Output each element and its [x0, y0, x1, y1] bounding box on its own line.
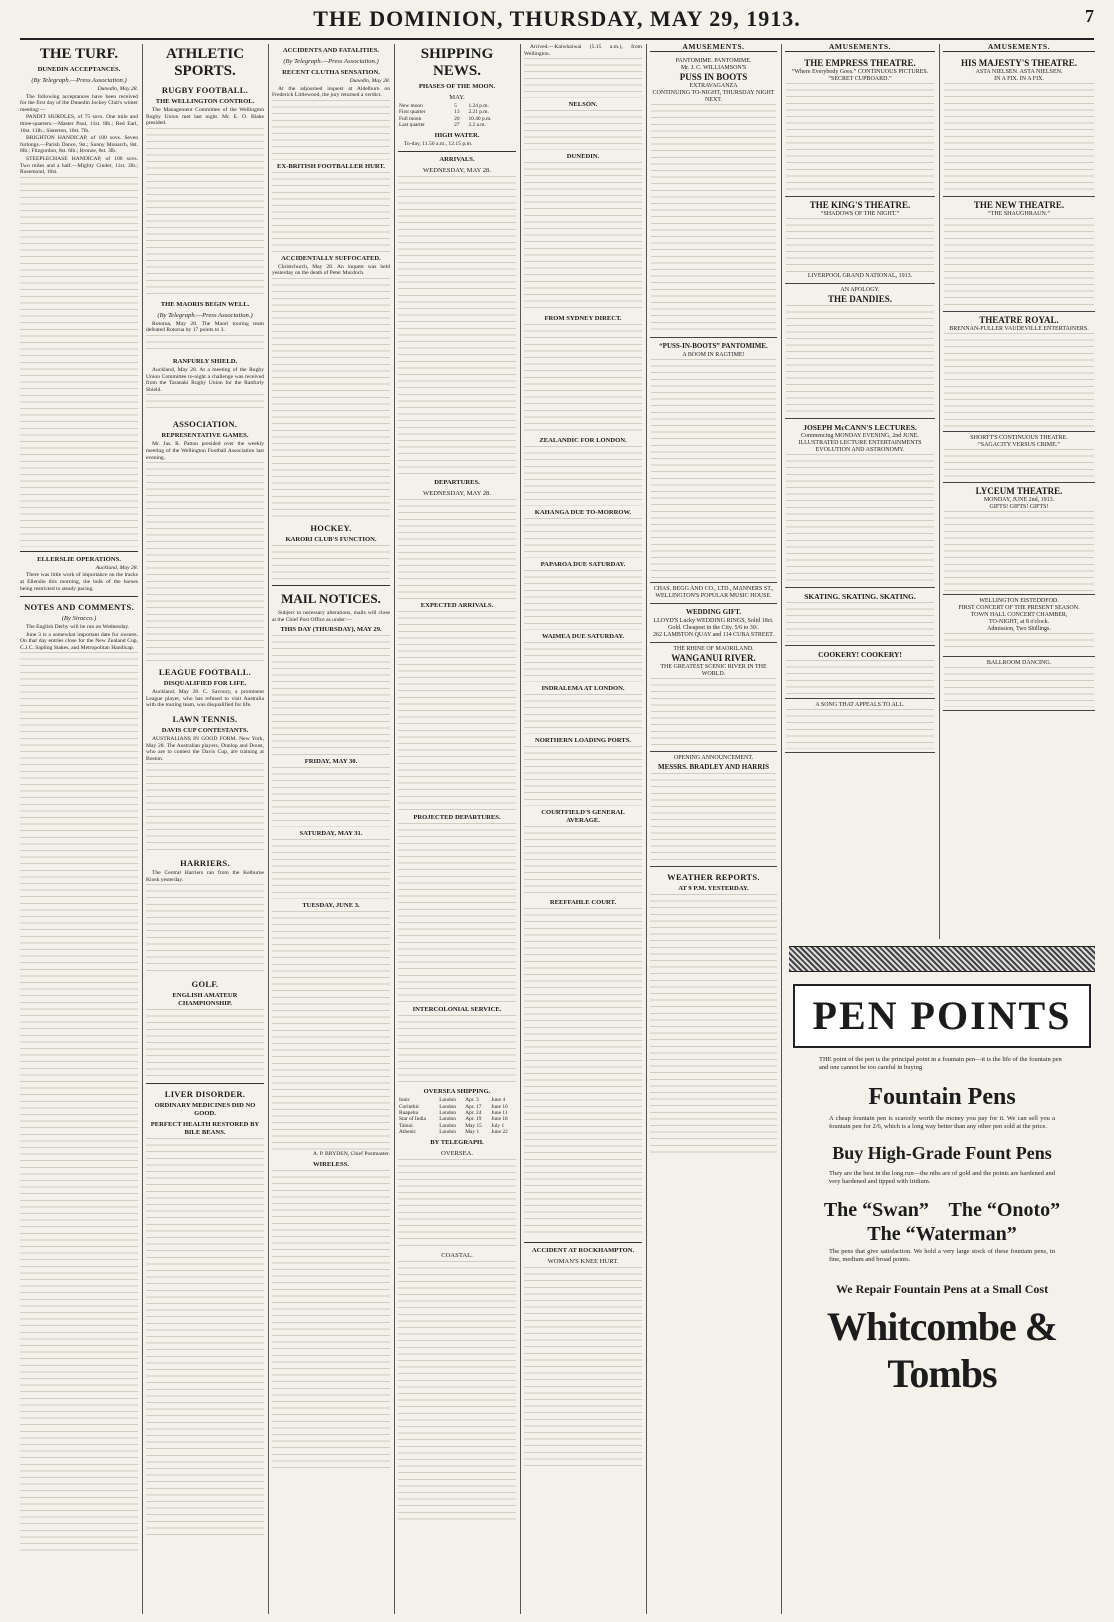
subheading: LAWN TENNIS. — [172, 713, 238, 724]
ad-line: ASTA NIELSEN. ASTA NIELSEN. — [975, 68, 1063, 75]
subheading: NELSON. — [568, 101, 598, 109]
amusements-header: AMUSEMENTS. — [785, 44, 935, 52]
ad-ragtime — [650, 338, 777, 583]
ad-line: “SHADOWS OF THE NIGHT.” — [820, 210, 900, 217]
ad-line: “THE SHAUGHRAUN.” — [988, 210, 1050, 217]
ad-body-text — [944, 218, 1094, 308]
ad-line: PANTOMIME. PANTOMIME. — [675, 57, 752, 64]
ad-new-theatre — [943, 197, 1095, 312]
ad-song — [785, 699, 935, 753]
ad-line: WELLINGTON EISTEDDFOD. — [979, 597, 1059, 604]
subheading: WOMAN'S KNEE HURT. — [547, 1258, 619, 1266]
pen-brand-swan: The “Swan” — [823, 1199, 929, 1221]
subheading: TUESDAY, JUNE 3. — [302, 902, 360, 910]
subheading: OVERSEA SHIPPING. — [423, 1088, 491, 1096]
ad-cookery — [785, 646, 935, 699]
ad-chas-begg — [650, 583, 777, 604]
ad-headline: THEATRE ROYAL. — [979, 314, 1059, 325]
article-paragraph: The Central Harriers ran from the Kelburne Kiosk yesterday. — [146, 870, 264, 883]
table-cell: London — [439, 1116, 456, 1123]
ad-line: “SAGACITY VERSUS CRIME.” — [978, 441, 1060, 448]
ad-line: Admission, Two Shillings. — [987, 625, 1051, 632]
subheading: BY TELEGRAPH. — [430, 1138, 484, 1146]
body-text-block — [272, 839, 390, 899]
ad-body-text — [786, 602, 934, 642]
ad-headline: THE DANDIES. — [827, 293, 892, 304]
subheading: ASSOCIATION. — [172, 419, 238, 430]
subheading: HIGH WATER. — [434, 131, 480, 139]
ad-headline: PUSS IN BOOTS — [679, 71, 748, 82]
ad-line: MONDAY, JUNE 2nd, 1913. — [983, 496, 1055, 503]
ad-apology — [785, 284, 935, 419]
ad-repair-line: We Repair Fountain Pens at a Small Cost — [835, 1282, 1049, 1296]
ad-line: FIRST CONCERT OF THE PRESENT SEASON. — [958, 604, 1080, 611]
ad-theatre-royal — [943, 312, 1095, 432]
subheading: INTERCOLONIAL SERVICE. — [412, 1006, 502, 1014]
ad-body-text — [944, 333, 1094, 428]
article-paragraph: The following acceptances have been received for the first day of the Dunedin Jockey Club's winter meeting:— — [20, 93, 138, 113]
ad-line: GIFTS! GIFTS! GIFTS! — [989, 503, 1049, 510]
ad-body-text: The pens that give satisfaction. We hold a very large stock of these fountain pens, in fine, medium and broad points. — [829, 1248, 1055, 1263]
subheading: AT 9 P.M. YESTERDAY. — [678, 884, 749, 892]
subheading: REEFFAHLE COURT. — [549, 899, 617, 907]
table-cell: 20 — [454, 115, 460, 122]
column-amusements-2 — [785, 44, 940, 939]
subheading: PAPAROA DUE SATURDAY. — [540, 561, 626, 569]
table-cell: 27 — [454, 122, 460, 129]
table-cell: June 11 — [491, 1110, 508, 1117]
ad-shortts — [943, 432, 1095, 483]
article-paragraph: June 3 is a somewhat important date for owners. On that day entries close for the New Zealand Cup, C.J.C. Sapling Stakes, and Metropolitan Handicap. — [20, 631, 138, 651]
ad-body-text — [651, 678, 776, 748]
ad-line: OPENING ANNOUNCEMENT. — [673, 754, 754, 761]
subheading: HOCKEY. — [310, 522, 352, 533]
article-paragraph: There was little work of importance on the tracks at Ellerslie this morning, the bulk of the horses being restricted to steady pacing. — [20, 572, 138, 592]
subheading: GOLF. — [191, 979, 219, 990]
ad-headline: LYCEUM THEATRE. — [975, 485, 1063, 496]
column-amusements-1 — [650, 44, 782, 1614]
subheading: FRIDAY, MAY 30. — [304, 758, 358, 766]
section-title-shipping: SHIPPING NEWS. — [420, 46, 494, 79]
table-cell: Star of India — [399, 1116, 426, 1123]
body-text-block — [398, 1159, 516, 1249]
subheading: NORTHERN LOADING PORTS. — [534, 737, 632, 745]
ad-lyceum — [943, 483, 1095, 595]
table-cell: 2.2 a.m. — [468, 122, 486, 129]
ad-his-majestys — [943, 55, 1095, 197]
column-athletic-sports — [146, 44, 269, 1614]
subheading: PROJECTED DEPARTURES. — [413, 814, 501, 822]
subheading: ENGLISH AMATEUR CHAMPIONSHIP. — [172, 992, 238, 1008]
ad-heading-fountain-pens: Fountain Pens — [868, 1084, 1016, 1110]
ad-line: TO-NIGHT, at 8 o'clock. — [988, 618, 1049, 625]
table-cell: May 15 — [465, 1122, 482, 1129]
ad-line: SHORTT'S CONTINUOUS THEATRE. — [970, 434, 1068, 441]
column-shipping — [398, 44, 521, 1614]
subheading: ARRIVALS. — [439, 156, 475, 164]
ad-headline: WANGANUI RIVER. — [671, 652, 756, 663]
table-cell: First quarter — [399, 109, 426, 116]
table-cell: Athenic — [399, 1129, 417, 1136]
subheading: THE WELLINGTON CONTROL. — [155, 98, 255, 105]
body-text-block — [524, 1267, 642, 1467]
ad-kings-theatre — [785, 197, 935, 284]
table-cell: Tainui — [399, 1122, 413, 1129]
subheading: WEDNESDAY, MAY 28. — [422, 490, 492, 498]
body-text-block — [524, 570, 642, 630]
article-paragraph: The English Derby will be run on Wednesday. — [26, 624, 130, 631]
table-cell: London — [439, 1129, 456, 1136]
ad-headline: HIS MAJESTY'S THEATRE. — [961, 57, 1077, 68]
ad-headline-pen-points: PEN POINTS — [793, 984, 1091, 1048]
subheading: ZEALANDIC FOR LONDON. — [539, 437, 627, 445]
subheading: THE MAORIS BEGIN WELL. — [160, 300, 250, 308]
ad-body-text — [944, 511, 1094, 591]
masthead — [20, 4, 1094, 40]
article-paragraph: STEEPLECHASE HANDICAP, of 100 sovs. Two miles and a half.—Mighty Cinder, 11st. 3lb.; Rusemond, 10st. — [20, 155, 138, 176]
body-text-block — [146, 884, 264, 974]
subheading: INDRALEMA AT LONDON. — [541, 685, 625, 693]
table-cell: 5 — [454, 103, 457, 109]
subheading: WIRELESS. — [312, 1160, 350, 1168]
ad-body-text: They are the best in the long run—the nibs are of gold and the points are hardened and very hardened and tipped with iridium. — [829, 1170, 1055, 1185]
ad-eisteddfod — [943, 595, 1095, 657]
ad-body-text — [786, 83, 934, 193]
subheading: KARORI CLUB'S FUNCTION. — [285, 535, 377, 543]
article-paragraph: Rotorua, May 28. The Maori touring team defeated Rotorua by 17 points to 3. — [146, 320, 264, 334]
ad-mccann-lectures — [785, 419, 935, 588]
ad-headline: THE NEW THEATRE. — [973, 199, 1065, 210]
body-text-block — [20, 652, 138, 1552]
body-text-block — [272, 767, 390, 827]
ad-line: “Where Everybody Goes.” CONTINUOUS PICTURES. — [791, 68, 929, 75]
ad-line: CHAS. BEGG AND CO., LTD., MANNERS ST., WELLINGTON'S POPULAR MUSIC HOUSE. — [653, 585, 774, 599]
body-text-block — [524, 518, 642, 558]
column-accidents-mail — [272, 44, 395, 1614]
subheading: RUGBY FOOTBALL. — [161, 85, 249, 95]
ad-body-text — [944, 667, 1094, 707]
section-title-athletic: ATHLETIC SPORTS. — [165, 46, 245, 79]
table-cell: 10.40 p.m. — [468, 115, 492, 122]
ad-headline: COOKERY! COOKERY! — [818, 649, 902, 659]
byline: (By Telegraph.—Press Association.) — [31, 77, 127, 84]
byline: (By Telegraph.—Press Association.) — [283, 58, 379, 65]
table-cell: July 1 — [491, 1122, 505, 1129]
pen-brand-list — [789, 1198, 1095, 1246]
ad-empress-theatre — [785, 55, 935, 197]
dateline: Dunedin, May 28. — [349, 78, 390, 84]
table-cell: June 22 — [491, 1129, 508, 1136]
subheading: OVERSEA. — [440, 1149, 474, 1157]
table-cell: Apr. 3 — [465, 1097, 479, 1104]
subheading: COURTFIELD'S GENERAL AVERAGE. — [541, 809, 625, 825]
subheading: DUNEDIN ACCEPTANCES. — [37, 66, 121, 73]
body-text-block — [272, 635, 390, 755]
article-paragraph: The Management Committee of the Wellington Rugby Union met last night. Mr. E. O. Blake presided. — [146, 107, 264, 127]
subheading: KAHANGA DUE TO-MORROW. — [534, 509, 632, 517]
ad-line: CONTINUING TO-NIGHT, THURSDAY NIGHT NEXT. — [652, 89, 775, 103]
ad-line: A BOOM IN RAGTIME! — [682, 351, 745, 358]
ad-ballroom-dancing — [943, 657, 1095, 711]
moon-phase-table — [398, 103, 516, 129]
body-text-block — [524, 110, 642, 150]
ad-body-text: A cheap fountain pen is scarcely worth the money you pay for it. We can sell you a fountain pen for 2/6, which is a long way better than any other pen sold at the price. — [829, 1115, 1055, 1130]
ad-firm-name: Whitcombe & Tombs — [826, 1304, 1058, 1396]
subheading: ORDINARY MEDICINES DID NO GOOD. — [154, 1102, 256, 1118]
table-cell: Apr. 17 — [465, 1103, 482, 1110]
body-text-block — [524, 162, 642, 312]
ad-body-text — [651, 104, 776, 334]
subheading: WAIMEA DUE SATURDAY. — [541, 633, 624, 641]
article-paragraph: Arrived.—Kaiwhaiwai (5.15 a.m.), from Wellington. — [524, 44, 642, 57]
article-paragraph: PANDIT HURDLES, of 75 sovs. One mile and three-quarters.—Master Paul, 11st. 8lb.; Red Earl, 10st. 11lb.; Sisterton, 10st. 7lb. — [20, 114, 138, 134]
byline: (By Telegraph.—Press Association.) — [157, 311, 253, 319]
article-paragraph: Christchurch, May 28. An inquest was held yesterday on the death of Peter Murdoch. — [272, 263, 390, 277]
article-paragraph: Mr. Jas. R. Patton presided over the weekly meeting of the Wellington Football Association last evening. — [146, 441, 264, 461]
subheading: COASTAL. — [441, 1251, 473, 1259]
ad-headline: WEDDING GIFT. — [685, 607, 742, 616]
body-text-block — [524, 446, 642, 506]
ad-line: ILLUSTRATED LECTURE ENTERTAINMENTS — [798, 439, 922, 446]
ad-line: BALLROOM DANCING. — [986, 659, 1052, 666]
body-text-block — [524, 746, 642, 806]
ad-body-text — [786, 218, 934, 273]
column-shipping-continued — [524, 44, 647, 1614]
column-turf — [20, 44, 143, 1614]
section-title-turf: THE TURF. — [39, 46, 119, 62]
ad-body-text — [944, 449, 1094, 479]
subheading: NOTES AND COMMENTS. — [24, 602, 134, 613]
article-paragraph: Subject to necessary alterations, mails will close at the Chief Post Office as under:— — [272, 609, 390, 623]
body-text-block — [272, 911, 390, 1151]
body-text-block — [146, 1009, 264, 1079]
table-cell: 13 — [454, 109, 460, 116]
subheading: DISQUALIFIED FOR LIFE. — [163, 680, 247, 688]
body-text-block — [146, 394, 264, 414]
body-text-block — [272, 545, 390, 581]
page-number: 7 — [1085, 6, 1094, 26]
ad-line: AN APOLOGY. — [840, 286, 880, 293]
ad-line: THE GREATEST SCENIC RIVER IN THE WORLD. — [660, 663, 767, 677]
subheading: EX-BRITISH FOOTBALLER HURT. — [277, 162, 385, 170]
ad-headline: MESSRS. BRADLEY AND HARRIS — [658, 762, 769, 771]
signature: A. P. BRYDEN, Chief Postmaster. — [312, 1151, 390, 1158]
ad-body-text — [651, 359, 776, 579]
table-cell: Last quarter — [399, 122, 425, 129]
body-text-block — [146, 128, 264, 298]
body-text-block — [20, 177, 138, 547]
body-text-block — [272, 1170, 390, 1470]
amusements-header: AMUSEMENTS. — [650, 44, 777, 52]
body-text-block — [398, 1015, 516, 1085]
ad-opening-announcement — [650, 752, 777, 867]
table-cell: June 18 — [491, 1116, 508, 1123]
amusements-header: AMUSEMENTS. — [943, 44, 1095, 52]
ad-line: A SONG THAT APPEALS TO ALL. — [815, 701, 905, 708]
table-cell: London — [439, 1110, 456, 1117]
table-cell: Corinthic — [399, 1103, 420, 1110]
table-cell: Ruapehu — [399, 1110, 419, 1117]
ad-line: 262 LAMBTON QUAY and 114 CUBA STREET. — [653, 631, 774, 638]
body-text-block — [146, 1138, 264, 1538]
subheading: LIVER DISORDER. — [164, 1089, 246, 1100]
body-text-block — [524, 908, 642, 1238]
ad-headline: JOSEPH McCANN'S LECTURES. — [803, 422, 917, 432]
ad-skating — [785, 588, 935, 646]
ad-body-text — [944, 633, 1094, 653]
table-cell: Ionic — [399, 1097, 411, 1104]
ad-headline: “PUSS-IN-BOOTS” PANTOMIME. — [659, 341, 768, 350]
body-text-block — [146, 462, 264, 662]
pen-brand-onoto: The “Onoto” — [948, 1199, 1061, 1221]
table-cell: Apr. 24 — [465, 1110, 482, 1117]
newspaper-title: THE DOMINION, THURSDAY, MAY 29, 1913. — [313, 6, 801, 31]
subheading: ACCIDENTALLY SUFFOCATED. — [281, 254, 381, 262]
subheading: DAVIS CUP CONTESTANTS. — [161, 726, 249, 734]
ad-pen-points — [789, 946, 1095, 1614]
subheading: REPRESENTATIVE GAMES. — [161, 432, 249, 440]
ad-body-text — [651, 773, 776, 863]
oversea-shipping-table — [398, 1097, 516, 1135]
body-text-block — [524, 694, 642, 734]
body-text-block — [398, 611, 516, 811]
subheading: EXPECTED ARRIVALS. — [420, 602, 494, 610]
ad-line: THE RHINE OF MAORILAND. — [673, 645, 754, 652]
body-text-block — [146, 763, 264, 853]
table-cell: London — [439, 1097, 456, 1104]
subheading: THIS DAY (THURSDAY), MAY 29. — [280, 626, 382, 634]
body-text-block — [272, 278, 390, 518]
table-cell: June 10 — [491, 1103, 508, 1110]
subheading: PERFECT HEALTH RESTORED BY BILE BEANS. — [150, 1121, 260, 1137]
body-text-block — [146, 335, 264, 355]
article-paragraph: AUSTRALIANS IN GOOD FORM. New York, May 28. The Australian players, Dunlop and Doust, who are to contest the Davis Cup, are training at Boston. — [146, 735, 264, 762]
table-cell: 2.21 p.m. — [468, 109, 489, 116]
ad-body-text — [786, 660, 934, 695]
body-text-block — [272, 100, 390, 160]
ad-heading-high-grade: Buy High-Grade Fount Pens — [832, 1143, 1052, 1163]
ad-headline: THE KING'S THEATRE. — [809, 199, 911, 210]
subheading: DUNEDIN. — [566, 153, 600, 161]
body-text-block — [524, 324, 642, 434]
subheading: WEDNESDAY, MAY 28. — [422, 167, 492, 175]
table-cell: Full moon — [399, 115, 422, 122]
pen-brand-waterman: The “Waterman” — [867, 1223, 1017, 1245]
table-cell: June 4 — [491, 1097, 506, 1104]
subheading: LEAGUE FOOTBALL. — [158, 667, 252, 678]
ad-body-text — [786, 305, 934, 415]
dateline: Auckland, May 28. — [95, 564, 138, 571]
ad-line: EXTRAVAGANZA — [689, 82, 738, 89]
table-cell: Apr. 19 — [465, 1116, 482, 1123]
ad-line: LIVERPOOL GRAND NATIONAL, 1913. — [807, 272, 913, 279]
ad-line: BRENNAN-FULLER VAUDEVILLE ENTERTAINERS. — [949, 325, 1089, 332]
section-title-accidents: ACCIDENTS AND FATALITIES. — [282, 47, 380, 54]
section-title-mail: MAIL NOTICES. — [281, 590, 381, 606]
article-paragraph: Auckland, May 28. C. Savoury, a prominent League player, who has refused to visit Australia with the touring team, was disqualified for life. — [146, 689, 264, 709]
column-amusements-3 — [943, 44, 1095, 939]
article-paragraph: BRIGHTON HANDICAP, of 100 sovs. Seven furlongs.—Parish Dance, 9st.; Sunny Monarch, 8st. 8lb.; Fitzgordon, 8st. 6lb.; Bronze, 8st. 3lb. — [20, 135, 138, 155]
subheading: RANFURLY SHIELD. — [172, 357, 238, 365]
body-text-block — [524, 58, 642, 98]
article-paragraph: At the adjourned inquest at Aldelburn on Frederick Littlewood, the jury returned a verdict. — [272, 85, 390, 99]
decorative-stripe — [789, 946, 1095, 972]
body-text-block — [398, 1261, 516, 1521]
subheading: ACCIDENT AT ROCKHAMPTON. — [531, 1247, 635, 1255]
byline: (By Sirocco.) — [61, 615, 97, 623]
ad-line: IN A FIX. IN A FIX. — [994, 75, 1044, 82]
body-text-block — [272, 172, 390, 252]
subheading: HARRIERS. — [180, 858, 230, 869]
table-row — [398, 122, 516, 128]
body-text-block — [398, 499, 516, 599]
weather-reports-text — [650, 894, 777, 1154]
ad-line: LLOYD'S Lucky WEDDING RINGS, Solid 18ct. Gold. Cheapest in the City. 5/6 to 30/. — [653, 617, 774, 631]
ad-lead-text: THE point of the pen is the principal point in a fountain pen—it is the life of the fountain pen and one cannot be too careful in buying — [819, 1056, 1062, 1071]
subheading: RECENT CLUTHA SENSATION. — [282, 69, 380, 76]
ad-wanganui-river — [650, 643, 777, 752]
ad-pantomime — [650, 55, 777, 338]
article-paragraph: To-day, 11.50 a.m., 12.15 p.m. — [404, 140, 473, 147]
subheading: SATURDAY, MAY 31. — [299, 830, 363, 838]
subheading: WEATHER REPORTS. — [667, 871, 760, 882]
table-cell: London — [439, 1122, 456, 1129]
subheading: MAY. — [449, 94, 465, 101]
subheading: PHASES OF THE MOON. — [418, 83, 496, 90]
table-row — [398, 1129, 516, 1135]
ad-line: Commencing MONDAY EVENING, 2nd JUNE. — [801, 432, 919, 439]
subheading: DEPARTURES. — [434, 479, 480, 487]
table-cell: London — [439, 1103, 456, 1110]
body-text-block — [524, 642, 642, 682]
ad-line: “SECRET CUPBOARD.” — [828, 75, 892, 82]
ad-line: TOWN HALL CONCERT CHAMBER, — [970, 611, 1068, 618]
ad-headline: THE EMPRESS THEATRE. — [804, 57, 916, 68]
subheading: FROM SYDNEY DIRECT. — [544, 315, 622, 323]
table-cell: 1.24 p.m. — [468, 103, 489, 109]
ad-body-text — [786, 709, 934, 749]
ad-line: Mr. J. C. WILLIAMSON'S — [680, 64, 747, 71]
table-cell: New moon — [399, 103, 423, 109]
subheading: ELLERSLIE OPERATIONS. — [37, 555, 121, 563]
article-paragraph: Auckland, May 28. At a meeting of the Rugby Union Committee to-night a challenge was received from the Taranaki Rugby Union for the Ranfurly Shield. — [146, 366, 264, 393]
ad-wedding-rings — [650, 604, 777, 643]
ad-headline: SKATING. SKATING. SKATING. — [804, 591, 916, 601]
dateline: Dunedin, May 28. — [97, 86, 138, 92]
ad-body-text — [944, 83, 1094, 193]
ad-line: EVOLUTION AND ASTRONOMY. — [815, 446, 905, 453]
ad-body-text — [786, 454, 934, 584]
body-text-block — [398, 176, 516, 476]
body-text-block — [398, 823, 516, 1003]
table-cell: May 1 — [465, 1129, 480, 1136]
body-text-block — [524, 826, 642, 896]
